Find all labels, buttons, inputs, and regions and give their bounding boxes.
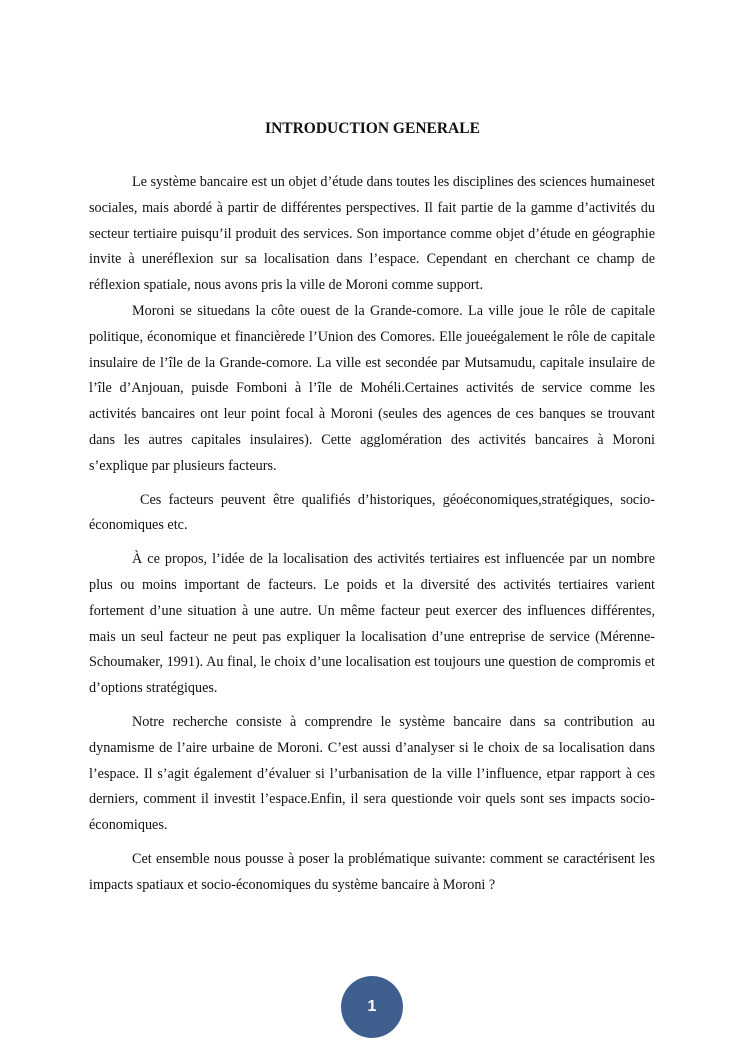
paragraph-moroni: Moroni se situedans la côte ouest de la Grande-comore. La ville joue le rôle de capitale politique, économique et financièrede l’Union des Comores. Elle joueégalement le rôle de capitale insulaire de l’île de la Grande-comore. La ville est secondée par Mutsamudu, capitale insulaire de l’île d’Anjouan, puisde Fomboni à l’île de Mohéli.Certaines activités de service comme les activités bancaires ont leur point focal à Moroni (seules des agences de ces banques se trouvant dans les autres capitales insulaires). Cette agglomération des activités bancaires à Moroni s’explique par plusieurs facteurs. [89, 302, 655, 474]
page-number-badge: 1 [341, 976, 403, 1038]
paragraph-recherche: Notre recherche consiste à comprendre le système bancaire dans sa contribution au dynamisme de l’aire urbaine de Moroni. C’est aussi d’analyser si le choix de sa localisation dans l’espace. Il s’agit également d’évaluer si l’urbanisation de la ville l’influence, etpar rapport à ces derniers, comment il investit l’espace.Enfin, il sera questionde voir quels sont ses impacts socio-économiques. [89, 713, 655, 834]
paragraph-intro: Le système bancaire est un objet d’étude dans toutes les disciplines des sciences humaineset sociales, mais abordé à partir de différentes perspectives. Il fait partie de la gamme d’activités du secteur tertiaire puisqu’il produit des services. Son importance comme objet d’étude en géographie invite à uneréflexion sur sa localisation dans l’espace. Cependant en cherchant ce champ de réflexion spatiale, nous avons pris la ville de Moroni comme support. [89, 174, 655, 294]
paragraph-localisation: À ce propos, l’idée de la localisation des activités tertiaires est influencée par un nombre plus ou moins important de facteurs. Le poids et la diversité des activités tertiaires varient fortement d’une situation à une autre. Un même facteur peut exercer des influences différentes, mais un seul facteur ne peut pas expliquer la localisation d’une entreprise de service (Mérenne-Schoumaker, 1991). Au final, le choix d’une localisation est toujours une question de compromis et d’options stratégiques. [89, 551, 655, 697]
page-title: INTRODUCTION GENERALE [265, 120, 480, 137]
body-text [89, 170, 655, 899]
paragraph-facteurs: Ces facteurs peuvent être qualifiés d’historiques, géoéconomiques,stratégiques, socio-économiques etc. [89, 491, 655, 534]
paragraph-problematique: Cet ensemble nous pousse à poser la problématique suivante: comment se caractérisent les impacts spatiaux et socio-économiques du système bancaire à Moroni ? [89, 850, 655, 893]
